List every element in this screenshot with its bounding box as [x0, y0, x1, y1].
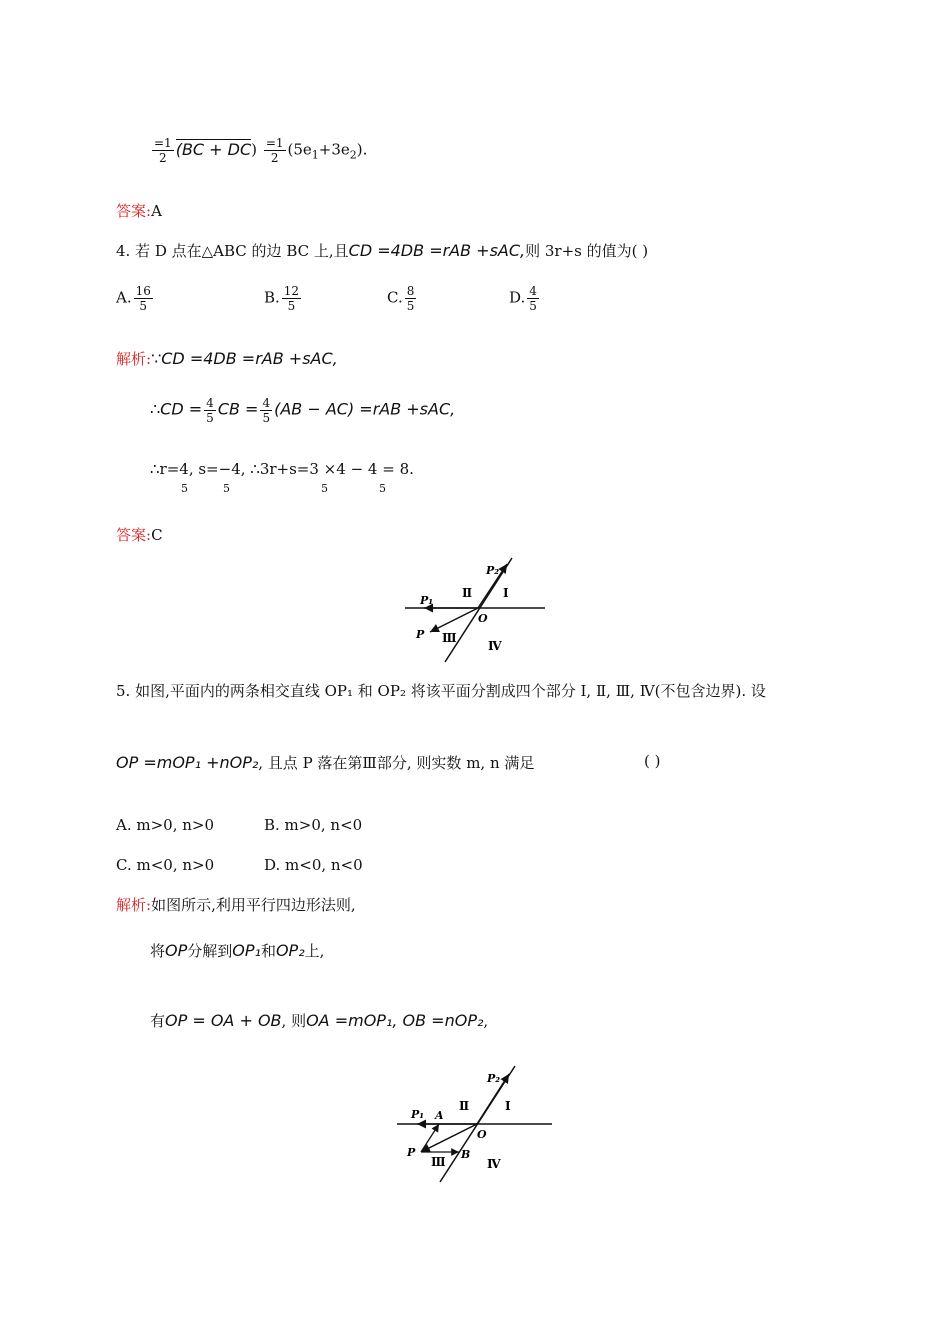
frac-num: 16	[135, 284, 151, 298]
close-paren: )	[251, 140, 258, 159]
q4-option-a	[116, 284, 155, 313]
den-2: 5	[223, 482, 230, 495]
label-p: P	[416, 628, 425, 641]
den-3: 5	[321, 482, 328, 495]
label-o: O	[478, 612, 488, 625]
solution-4-line-3	[150, 460, 414, 478]
q5-stem-line1: 5. 如图,平面内的两条相交直线 OP₁ 和 OP₂ 将该平面分割成四个部分 Ⅰ, Ⅱ, Ⅲ, Ⅳ(不包含边界). 设	[116, 682, 766, 700]
q5-option-b: B. m>0, n<0	[264, 816, 363, 834]
frac-den: 5	[287, 299, 296, 313]
sol5-vector-sum: OP = OA + OB	[165, 1011, 282, 1030]
sol5-l2-end: ,	[483, 1012, 489, 1030]
question-5-stem-2	[116, 752, 534, 773]
sol5-l1-a: 将	[150, 942, 166, 960]
sol5-intro: 如图所示,利用平行四边形法则,	[151, 896, 356, 914]
region-3: Ⅲ	[442, 631, 457, 645]
frac-den: 5	[206, 411, 214, 425]
q4-stem-tail: 则 3r+s 的值为( )	[525, 242, 649, 260]
frac-num: =1	[154, 136, 172, 150]
frac-den: 5	[529, 299, 537, 313]
sub-2: 2	[349, 148, 357, 162]
label-p2: P₂	[486, 564, 500, 577]
vec-op: OP	[165, 941, 188, 960]
option-label: C.	[387, 288, 403, 307]
label-b: B	[461, 1148, 471, 1161]
question-4-stem	[116, 240, 648, 261]
option-label: D.	[509, 288, 526, 307]
answer-label: 答案:	[116, 526, 152, 544]
formula-end: ).	[356, 140, 368, 159]
solution-4-line-2	[150, 396, 455, 425]
option-fraction	[405, 284, 417, 313]
q5-stem-line2: , 且点 P 落在第Ⅲ部分, 则实数 m, n 满足	[258, 754, 535, 772]
sol5-l2-b: , 则	[281, 1012, 307, 1030]
region-2: Ⅱ	[459, 1099, 470, 1113]
option-fraction	[527, 284, 539, 313]
label-a: A	[435, 1109, 444, 1122]
label-p1: P₁	[420, 594, 434, 607]
sub-1: 1	[311, 148, 319, 162]
half-fraction-2	[264, 136, 286, 165]
frac-den: 5	[262, 411, 271, 425]
den-1: 5	[181, 482, 188, 495]
region-3: Ⅲ	[431, 1155, 446, 1169]
region-1: Ⅰ	[505, 1099, 511, 1113]
bc-plus-dc: (BC + DC	[175, 139, 252, 159]
frac-num: 8	[406, 284, 415, 298]
option-label: B.	[264, 288, 280, 307]
frac-num: 4	[206, 396, 214, 410]
sol4-line1: ∵CD =4DB =rAB +sAC,	[151, 349, 338, 368]
frac-den: 2	[270, 151, 279, 165]
q5-paren	[644, 752, 660, 770]
sol4-cd: ∴CD =	[150, 399, 203, 419]
q5-vector-expr: OP =mOP₁ +nOP₂	[116, 753, 259, 772]
solution-label: 解析:	[116, 350, 152, 368]
region-4: Ⅳ	[487, 1157, 501, 1171]
q4-option-d	[509, 284, 541, 313]
frac-num: 12	[283, 284, 300, 298]
q5-option-c: C. m<0, n>0	[116, 856, 215, 874]
label-p2: P₂	[487, 1072, 501, 1085]
answer-value: A	[151, 202, 162, 220]
q4-vector-expr: CD =4DB =rAB +sAC,	[348, 241, 526, 260]
figure-1	[400, 552, 550, 664]
frac-num: 4	[529, 284, 537, 298]
sol4-r-s: ∴r=4, s=−4, ∴3r+s=3 ×4	[150, 460, 346, 478]
q5-option-a: A. m>0, n>0	[116, 816, 215, 834]
sol5-l1-b: 分解到	[187, 942, 233, 960]
sol5-vector-relations: OA =mOP₁, OB =nOP₂	[306, 1011, 484, 1030]
sol5-l2-a: 有	[150, 1012, 166, 1030]
sol4-ab-ac: (AB − AC) =rAB +sAC,	[274, 399, 456, 419]
vector-op	[430, 608, 478, 632]
solution-5-line-2	[150, 1010, 488, 1031]
label-p1: P₁	[411, 1108, 425, 1121]
vec-op1: OP₁	[232, 941, 261, 960]
label-p: P	[407, 1146, 416, 1159]
top-formula	[150, 136, 367, 165]
region-2: Ⅱ	[462, 586, 473, 600]
option-label: A.	[116, 288, 132, 307]
solution-label: 解析:	[116, 896, 152, 914]
slanted-line	[445, 558, 512, 662]
option-fraction	[134, 284, 153, 313]
answer-a	[116, 200, 162, 221]
q4-option-c	[387, 284, 418, 313]
q4-option-b	[264, 284, 303, 313]
region-4: Ⅳ	[488, 639, 502, 653]
formula-tail: (5e	[287, 140, 312, 159]
vec-op2: OP₂	[275, 941, 305, 960]
solution-4-line-1	[116, 348, 338, 369]
option-fraction	[282, 284, 301, 313]
frac-den: 5	[406, 299, 415, 313]
sol4-result: − 4 = 8.	[350, 460, 414, 478]
q5-answer-paren: ( )	[644, 752, 661, 770]
sol5-l1-c: 和	[260, 942, 276, 960]
frac-den: 2	[159, 151, 167, 165]
half-fraction-1	[152, 136, 174, 165]
sol5-l1-d: 上,	[304, 942, 325, 960]
four-fifths-2	[260, 396, 272, 425]
four-fifths-1	[204, 396, 216, 425]
solution-5-line-1	[150, 940, 324, 961]
sol4-cb: CB =	[217, 399, 259, 419]
frac-den: 5	[139, 299, 148, 313]
answer-value: C	[151, 526, 163, 544]
den-4: 5	[379, 482, 386, 495]
figure-2	[395, 1062, 555, 1184]
region-1: Ⅰ	[503, 586, 509, 600]
answer-label: 答案:	[116, 202, 152, 220]
solution-5-intro	[116, 894, 356, 915]
frac-num: =1	[265, 136, 284, 150]
formula-mid: +3e	[318, 140, 350, 159]
q5-option-d: D. m<0, n<0	[264, 856, 363, 874]
label-o: O	[477, 1128, 487, 1141]
frac-num: 4	[262, 396, 271, 410]
question-5-stem	[116, 680, 766, 701]
q4-stem-text: 4. 若 D 点在△ABC 的边 BC 上,且	[116, 242, 349, 260]
answer-c	[116, 524, 163, 545]
